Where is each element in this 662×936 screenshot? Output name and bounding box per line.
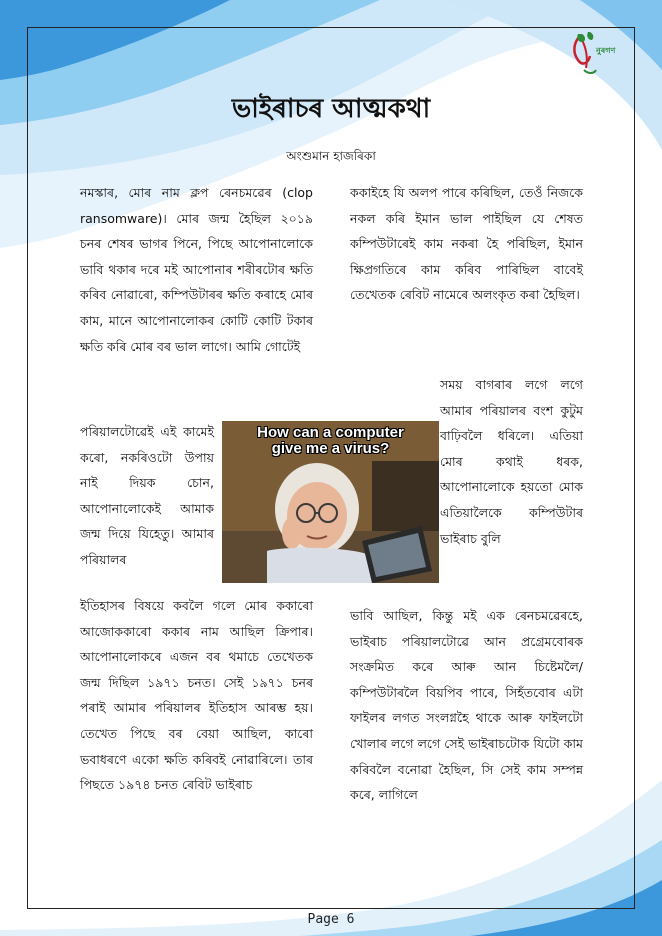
logo-text: নুৰগণ bbox=[596, 46, 616, 55]
body-left-column-paragraph-1: নমস্কাৰ, মোৰ নাম ক্লপ ৰেনচমৱেৰ (clop ransomware)। মোৰ জন্ম হৈছিল ২০১৯ চনৰ শেষৰ ভাগৰ পিনে, পিছে আপোনালোকে ভাবি থকাৰ দৰে মই আপোনাৰ শৰীৰটোৰ ক্ষতি কৰিব নোৱাৰো, কম্পিউটাৰৰ ক্ষতি কৰাহে মোৰ কাম, মানে আপোনালোকৰ কোটি কোটি টকাৰ ক্ষতি কৰি মোৰ বৰ ভাল লাগে। আমি গোটেই bbox=[80, 185, 313, 354]
meme-caption-line-1: How can a computer bbox=[257, 424, 404, 441]
body-right-column-paragraph-3: ভাবি আছিল, কিন্তু মই এক ৰেনচমৱেৰহে, ভাইৰাচ পৰিয়ালটোৱে আন প্ৰগ্ৰেমবোৰক সংক্ৰমিত কৰে আৰু আন চিষ্টেমলৈ/কম্পিউটাৰলৈ বিয়পিব পাৰে, সিহঁতবোৰ এটা ফাইলৰ লগত সংলগ্নহৈ থাকে আৰু ফাইলটো খোলাৰ লগে লগে সেই ভাইৰাচটোক যিটো কাম কৰিবলৈ বনোৱা হৈছিল, সি সেই কাম সম্পন্ন কৰে, লাগিলে bbox=[350, 608, 583, 803]
meme-image bbox=[222, 421, 439, 583]
article-author: অংশুমান হাজৰিকা bbox=[286, 149, 376, 163]
article-title: ভাইৰাচৰ আত্মকথা bbox=[231, 94, 431, 124]
body-right-column-paragraph-1: ককাইহে যি অলপ পাৰে কৰিছিল, তেওঁ নিজকে নকল কৰি ইমান ভাল পাইছিল যে শেষত কম্পিউটাৰেই কাম নকৰা হৈ পৰিছিল, ইমান ক্ষিপ্ৰগতিৰে কাম কৰিব পাৰিছিল বাবেই তেখেতক ৰেবিট নামেৰে অলংকৃত কৰা হৈছিল। bbox=[350, 185, 583, 303]
meme-caption bbox=[222, 425, 439, 457]
meme-caption-line-2: give me a virus? bbox=[271, 440, 390, 457]
page-number: Page 6 bbox=[307, 912, 355, 927]
body-left-column-paragraph-2: পৰিয়ালটোৱেই এই কামেই কৰো, নকৰিওটো উপায় নাই দিয়ক চোন, আপোনালোকেই আমাক জন্ম দিয়ে যিহেতু। আমাৰ পৰিয়ালৰ bbox=[80, 424, 214, 567]
body-left-column-paragraph-3: ইতিহাসৰ বিষয়ে কবলৈ গলে মোৰ ককাৰো আজোককাৰো ককাৰ নাম আছিল ক্রিপাৰ। আপোনালোকৰে এজন বৰ থমাচে তেখেতক জন্ম দিছিল ১৯৭১ চনত। সেই ১৯৭১ চনৰ পৰাই আমাৰ পৰিয়ালৰ ইতিহাস আৰম্ভ হয়। তেখেত পিছে বৰ বেয়া আছিল, কাৰো ভবাধৰণে একো ক্ষতি কৰিবই নোৱাৰিলে। তাৰ পিছতে ১৯৭৪ চনত ৰেবিট ভাইৰাচ bbox=[80, 598, 313, 793]
body-right-column-paragraph-2: সময় বাগৰাৰ লগে লগে আমাৰ পৰিয়ালৰ বংশ কুটুম বাঢ়িবলৈ ধৰিলে। এতিয়া মোৰ কথাই ধৰক, আপোনালোকে হয়তো মোক এতিয়ালৈকে কম্পিউটাৰ ভাইৰাচ বুলি bbox=[440, 377, 583, 546]
